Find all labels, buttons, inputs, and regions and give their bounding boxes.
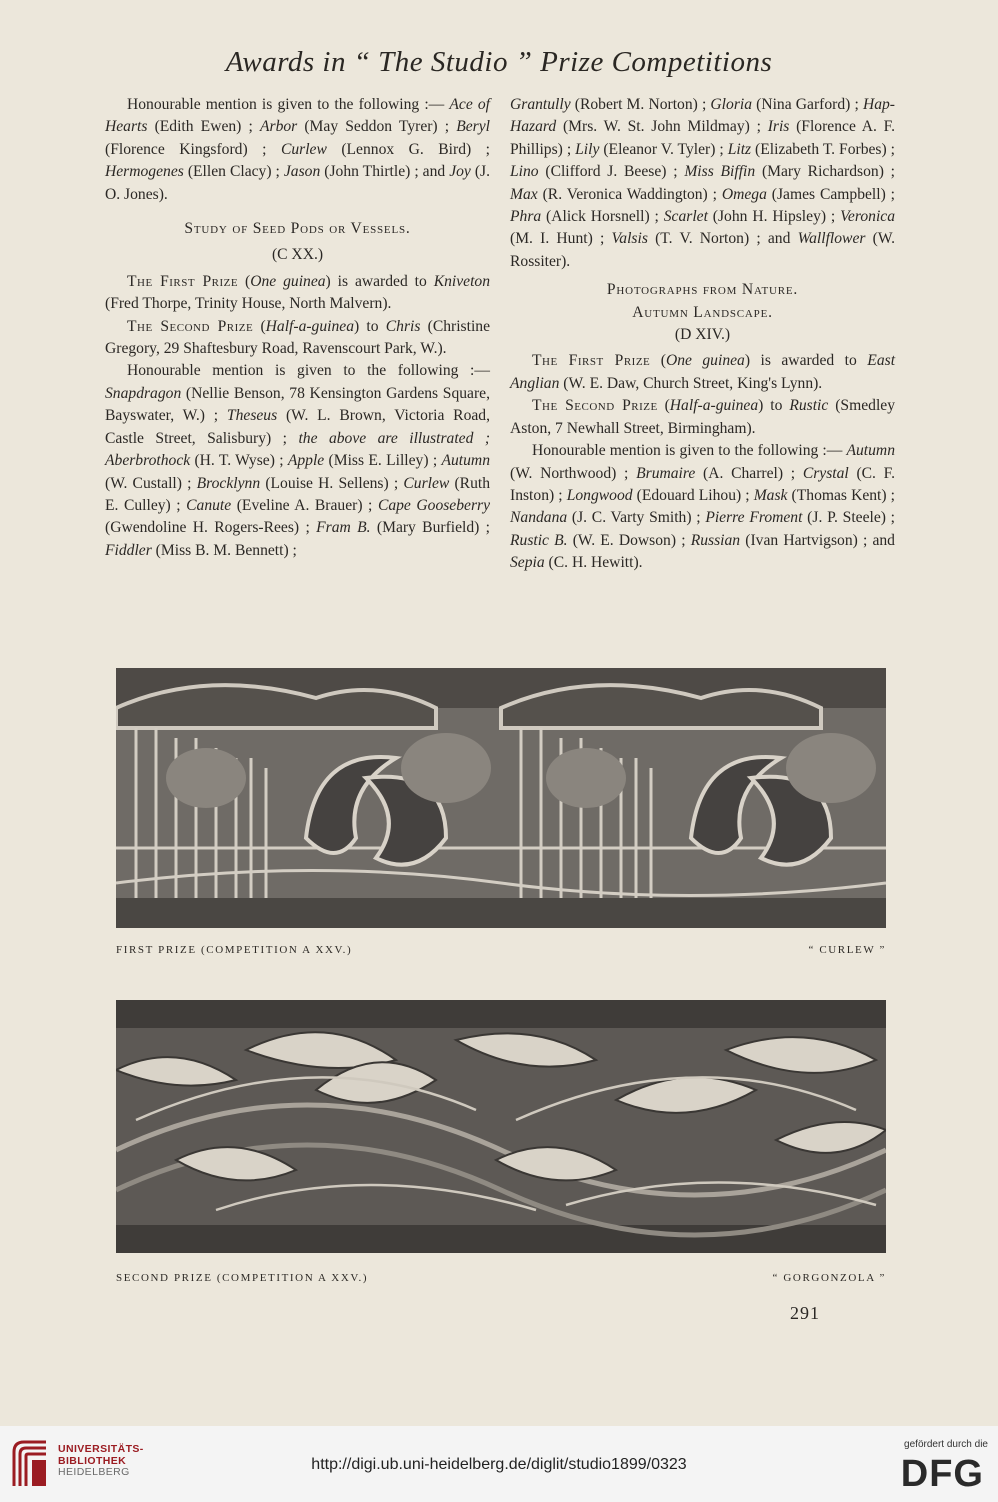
rich-text: Grantully (Robert M. Norton) ; Gloria (Nina Garford) ; Hap-Hazard (Mrs. W. St. John Mildmay) ; Iris (Florence A. F. Phillips) ; Lily (Eleanor V. Tyler) ; Litz (Elizabeth T. Forbes) ; Lino (Clifford J. Beese) ; Miss Biffin (Mary Richardson) ; Max (R. Veronica Waddington) ; Omega (James Campbell) ; Phra (Alick Horsnell) ; Scarlet (John H. Hipsley) ; Veronica (M. I. Hunt) ; Valsis (T. V. Norton) ; and Wallflower (W. Rossiter).	[510, 96, 896, 270]
honourable-mention-paragraph-1: Honourable mention is given to the following :— Ace of Hearts (Edith Ewen) ; Arbor (May Seddon Tyrer) ; Beryl (Florence Kingsford) ; Curlew (Lennox G. Bird) ; Hermogenes (Ellen Clacy) ; Jason (John Thirtle) ; and Joy (J. O. Jones).	[105, 96, 491, 203]
second-prize-paragraph: The Second Prize (Half-a-guinea) to Chris (Christine Gregory, 29 Shaftesbury Road, Ravenscourt Park, W.).	[105, 317, 490, 358]
plate-1-caption-left: FIRST PRIZE (COMPETITION A XXV.)	[116, 944, 353, 956]
rich-text: Ace of Hearts (Edith Ewen) ; Arbor (May Seddon Tyrer) ; Beryl (Florence Kingsford) ; Curlew (Lennox G. Bird) ; Hermogenes (Ellen Clacy) ; Jason (John Thirtle) ; and Joy (J. O. Jones).	[105, 96, 491, 203]
section-heading: Study of Seed Pods or Vessels.	[184, 220, 411, 238]
frieze-trees-illustration	[116, 668, 886, 928]
first-prize-paragraph: The First Prize (One guinea) is awarded to East Anglian (W. E. Daw, Church Street, King's Lynn).	[510, 352, 896, 392]
dfg-logo[interactable]: DFG	[900, 1453, 984, 1495]
right-column	[510, 94, 895, 575]
plate-2-caption-left: SECOND PRIZE (COMPETITION A XXV.)	[116, 1272, 369, 1284]
plate-gorgonzola-frieze	[116, 1000, 886, 1253]
rich-text: Autumn (W. Northwood) ; Brumaire (A. Charrel) ; Crystal (C. F. Inston) ; Longwood (Edouard Lihou) ; Mask (Thomas Kent) ; Nandana (J. C. Varty Smith) ; Pierre Froment (J. P. Steele) ; Rustic B. (W. E. Dowson) ; Russian (Ivan Hartvigson) ; and Sepia (C. H. Hewitt).	[510, 442, 896, 572]
honourable-mention-continued	[510, 94, 895, 273]
page-number: 291	[790, 1303, 820, 1323]
honourable-mention-paragraph-2: Honourable mention is given to the following :— Snapdragon (Nellie Benson, 78 Kensington Gardens Square, Bayswater, W.) ; Theseus (W. L. Brown, Victoria Road, Castle Street, Salisbury) ; the above are illustrated ; Aberbrothock (H. T. Wyse) ; Apple (Miss E. Lilley) ; Autumn (W. Custall) ; Brocklynn (Louise H. Sellens) ; Curlew (Ruth E. Culley) ; Canute (Eveline A. Brauer) ; Cape Gooseberry (Gwendoline H. Rogers-Rees) ; Fram B. (Mary Burfield) ; Fiddler (Miss B. M. Bennett) ;	[105, 362, 491, 559]
permalink-url[interactable]: http://digi.ub.uni-heidelberg.de/diglit/studio1899/0323	[311, 1456, 687, 1473]
rich-text: Snapdragon (Nellie Benson, 78 Kensington Gardens Square, Bayswater, W.) ; Theseus (W. L. Brown, Victoria Road, Castle Street, Salisbury) ; the above are illustrated ; Aberbrothock (H. T. Wyse) ; Apple (Miss E. Lilley) ; Autumn (W. Custall) ; Brocklynn (Louise H. Sellens) ; Curlew (Ruth E. Culley) ; Canute (Eveline A. Brauer) ; Cape Gooseberry (Gwendoline H. Rogers-Rees) ; Fram B. (Mary Burfield) ; Fiddler (Miss B. M. Bennett) ;	[105, 384, 491, 559]
plate-curlew-frieze	[116, 668, 886, 928]
running-header: Awards in “ The Studio ” Prize Competitions	[225, 46, 773, 78]
plate-1-caption-right: “ CURLEW ”	[808, 944, 886, 956]
funded-by-label: gefördert durch die	[904, 1439, 988, 1450]
honourable-mention-paragraph-2: Honourable mention is given to the following :— Autumn (W. Northwood) ; Brumaire (A. Charrel) ; Crystal (C. F. Inston) ; Longwood (Edouard Lihou) ; Mask (Thomas Kent) ; Nandana (J. C. Varty Smith) ; Pierre Froment (J. P. Steele) ; Rustic B. (W. E. Dowson) ; Russian (Ivan Hartvigson) ; and Sepia (C. H. Hewitt).	[510, 442, 896, 572]
section-code: (C XX.)	[271, 246, 324, 264]
second-prize-paragraph: The Second Prize (Half-a-guinea) to Rustic (Smedley Aston, 7 Newhall Street, Birmingham).	[510, 397, 895, 437]
section-code: (D XIV.)	[674, 326, 731, 344]
section-heading: Photographs from Nature.	[606, 281, 799, 299]
frieze-leaves-illustration	[116, 1000, 886, 1253]
plate-2-caption-right: “ GORGONZOLA ”	[772, 1272, 886, 1284]
library-name[interactable]: UNIVERSITÄTS- BIBLIOTHEK HEIDELBERG	[58, 1443, 144, 1478]
first-prize-paragraph: The First Prize (One guinea) is awarded to Kniveton (Fred Thorpe, Trinity House, North Malvern).	[105, 272, 491, 313]
digitization-footer	[0, 1426, 998, 1502]
section-subheading: Autumn Landscape.	[632, 303, 773, 321]
left-column	[105, 94, 490, 562]
